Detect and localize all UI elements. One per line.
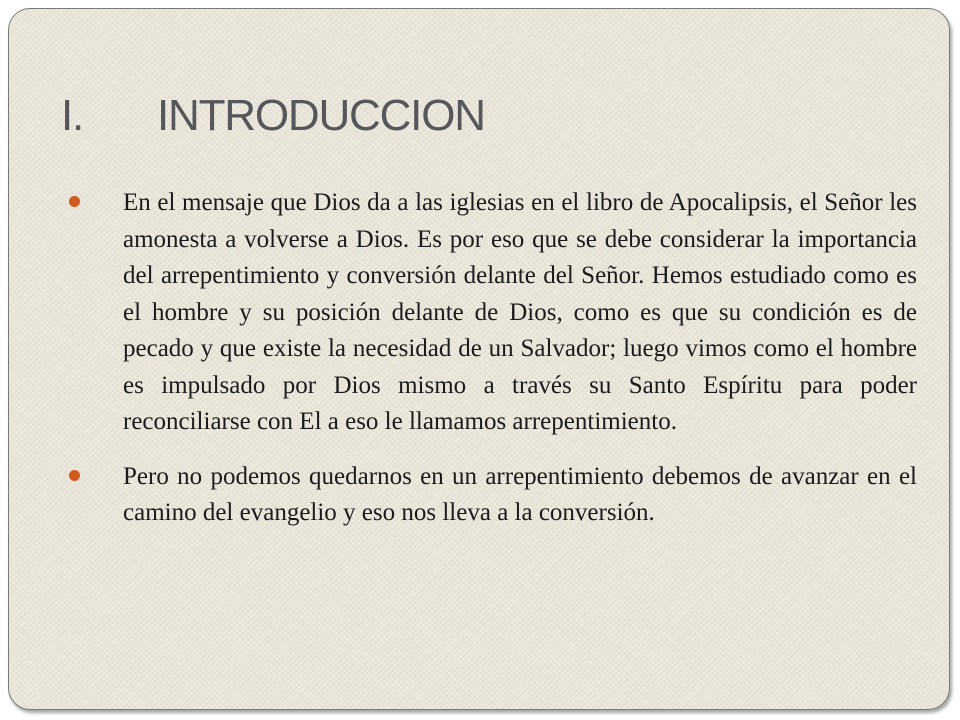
bullet-item-2 (69, 459, 917, 532)
title-number: I. (61, 91, 84, 140)
bullet-text-1: En el mensaje que Dios da a las iglesias en el libro de Apocalipsis, el Señor les amonesta a volverse a Dios. Es por eso que se debe considerar la importancia del arrepentimiento y conversión delante del Señor. Hemos estudiado como es el hombre y su posición delante de Dios, como es que su condición es de pecado y que existe la necesidad de un Salvador; luego vimos como el hombre es impulsado por Dios mismo a través su Santo Espíritu para poder reconciliarse con El a eso le llamamos arrepentimiento. (123, 189, 917, 435)
bullet-icon (69, 196, 80, 207)
bullet-list (69, 185, 917, 550)
slide-frame (8, 8, 950, 710)
slide-title (61, 91, 485, 141)
bullet-item-1 (69, 185, 917, 441)
title-text: INTRODUCCION (157, 91, 485, 140)
bullet-text-2: Pero no podemos quedarnos en un arrepentimiento debemos de avanzar en el camino del evangelio y eso nos lleva a la conversión. (123, 462, 917, 526)
bullet-icon (69, 470, 80, 481)
